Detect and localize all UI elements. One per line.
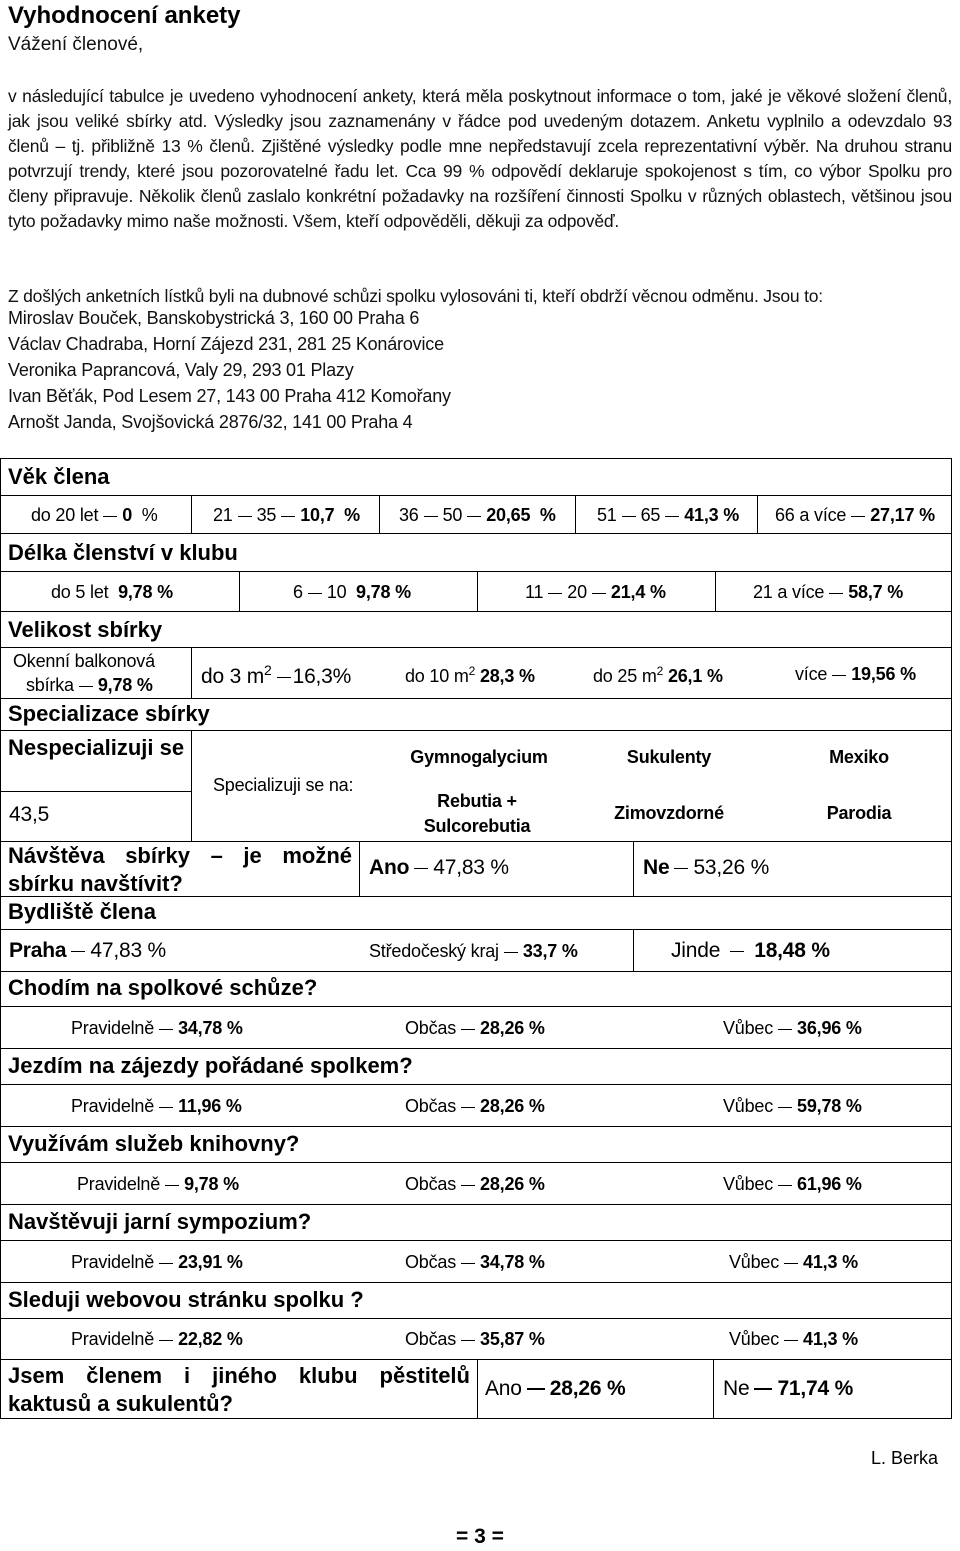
size-heading: Velikost sbírky bbox=[8, 617, 163, 642]
meetings-sometimes: Občas 28,26 % bbox=[405, 1018, 545, 1038]
website-regular: Pravidelně 22,82 % bbox=[71, 1329, 243, 1349]
symposium-regular: Pravidelně 23,91 % bbox=[71, 1252, 243, 1272]
meetings-regular: Pravidelně 34,78 % bbox=[71, 1018, 243, 1038]
website-values-row bbox=[0, 1318, 952, 1360]
window-collection-line1: Okenní balkonová bbox=[13, 651, 155, 671]
membership-item-3: 11 20 21,4 % bbox=[525, 582, 666, 602]
size-item-1: do 3 $m^2$ 16,3% bbox=[201, 662, 352, 688]
membership-heading: Délka členství v klubu bbox=[8, 540, 238, 565]
size-values-row bbox=[0, 647, 952, 699]
symposium-values-row bbox=[0, 1240, 952, 1283]
age-heading-row bbox=[0, 458, 952, 496]
residence-values-row bbox=[0, 929, 952, 972]
membership-item-2: 6 10 9,78 % bbox=[293, 582, 411, 602]
website-sometimes: Občas 35,87 % bbox=[405, 1329, 545, 1349]
size-item-2: do 10 $m^2$ 28,3 % bbox=[405, 664, 535, 686]
trips-heading: Jezdím na zájezdy pořádané spolkem? bbox=[8, 1053, 413, 1078]
size-heading-row bbox=[0, 611, 952, 648]
nonspec-label: Nespecializuji se bbox=[8, 735, 185, 760]
winner-2: Václav Chadraba, Horní Zájezd 231, 281 25 Konárovice bbox=[8, 334, 444, 354]
trips-sometimes: Občas 28,26 % bbox=[405, 1096, 545, 1116]
trips-heading-row bbox=[0, 1048, 952, 1085]
meetings-heading-row bbox=[0, 971, 952, 1007]
library-heading-row bbox=[0, 1126, 952, 1163]
page-title: Vyhodnocení ankety bbox=[8, 2, 241, 29]
signature: L. Berka bbox=[870, 1448, 938, 1468]
age-item-1: do 20 let 0 % bbox=[31, 505, 158, 525]
size-item-4: více 19,56 % bbox=[795, 664, 916, 684]
meetings-heading: Chodím na spolkové schůze? bbox=[8, 975, 318, 1000]
library-values-row bbox=[0, 1162, 952, 1205]
age-item-3: 36 50 20,65 % bbox=[399, 505, 556, 525]
winner-5: Arnošt Janda, Svojšovická 2876/32, 141 00 Praha 4 bbox=[8, 412, 413, 432]
residence-central: Středočeský kraj 33,7 % bbox=[369, 941, 578, 961]
age-heading: Věk člena bbox=[8, 464, 110, 489]
age-item-4: 51 65 41,3 % bbox=[597, 505, 740, 525]
spec-zimovzdorne: Zimovzdorné bbox=[614, 803, 724, 823]
symposium-sometimes: Občas 34,78 % bbox=[405, 1252, 545, 1272]
size-item-3: do 25 $m^2$ 26,1 % bbox=[593, 664, 723, 686]
meetings-values-row bbox=[0, 1006, 952, 1049]
residence-elsewhere: Jinde 18,48 % bbox=[671, 939, 830, 962]
residence-heading-row bbox=[0, 896, 952, 930]
membership-heading-row bbox=[0, 533, 952, 572]
other-club-question: Jsem členem i jiného klubu pěstitelů kaktusů a sukulentů? bbox=[8, 1363, 470, 1416]
other-club-yes: Ano 28,26 % bbox=[485, 1377, 626, 1400]
winner-3: Veronika Paprancová, Valy 29, 293 01 Plazy bbox=[8, 360, 354, 380]
symposium-heading-row bbox=[0, 1204, 952, 1241]
visit-yes: Ano 47,83 % bbox=[369, 856, 509, 879]
trips-values-row bbox=[0, 1084, 952, 1127]
library-regular: Pravidelně 9,78 % bbox=[77, 1174, 239, 1194]
website-heading-row bbox=[0, 1282, 952, 1319]
library-heading: Využívám služeb knihovny? bbox=[8, 1131, 300, 1156]
spec-heading-row bbox=[0, 698, 952, 731]
spec-mexiko: Mexiko bbox=[829, 747, 889, 767]
visit-row bbox=[0, 841, 952, 897]
spec-gymnocalycium: Gymnogalycium bbox=[410, 747, 548, 767]
other-club-no: Ne 71,74 % bbox=[723, 1377, 854, 1400]
intro-paragraph: v následující tabulce je uvedeno vyhodnocení ankety, která měla poskytnout informace o tom, jaké je věkové složení členů, jak jsou veliké sbírky atd. Výsledky jsou zaznamenány v řádce pod uvedeným dotazem. Anketu vyplnilo a odevzdalo 93 členů – tj. přibližně 13 % členů. Zjištěné výsledky podle mne nepředstavují zcela reprezentativní výběr. Na druhou stranu potvrzují trendy, které jsou pozorovatelné řadu let. Cca 99 % odpovědí deklaruje spokojenost s tím, co výbor Spolku pro členy připravuje. Několik členů zaslalo konkrétní požadavky na rozšíření činnosti Spolku v různých oblastech, většinou jsou tyto požadavky mimo naše možnosti. Všem, kteří odpověděli, děkuji za odpověď. bbox=[8, 86, 952, 231]
membership-item-4: 21 a více 58,7 % bbox=[753, 582, 904, 602]
age-values-row bbox=[0, 495, 952, 534]
membership-item-1: do 5 let 9,78 % bbox=[51, 582, 173, 602]
library-sometimes: Občas 28,26 % bbox=[405, 1174, 545, 1194]
symposium-never: Vůbec 41,3 % bbox=[729, 1252, 858, 1272]
meetings-never: Vůbec 36,96 % bbox=[723, 1018, 862, 1038]
spec-values-row bbox=[0, 730, 952, 842]
greeting: Vážení členové, bbox=[8, 34, 144, 55]
spec-label: Specializuji se na: bbox=[213, 775, 354, 795]
window-collection-line2: sbírka 9,78 % bbox=[26, 675, 153, 695]
age-item-2: 21 35 10,7 % bbox=[213, 505, 360, 525]
nonspec-value: 43,5 bbox=[9, 803, 50, 826]
spec-heading: Specializace sbírky bbox=[8, 701, 210, 726]
page-number: = 3 = bbox=[456, 1525, 504, 1548]
age-item-5: 66 a více 27,17 % bbox=[775, 505, 935, 525]
visit-question: Návštěva sbírky – je možné sbírku navštívit? bbox=[8, 843, 352, 896]
residence-prague: Praha 47,83 % bbox=[9, 939, 167, 962]
library-never: Vůbec 61,96 % bbox=[723, 1174, 862, 1194]
visit-no: Ne 53,26 % bbox=[643, 856, 770, 879]
website-heading: Sleduji webovou stránku spolku ? bbox=[8, 1287, 364, 1312]
winner-1: Miroslav Bouček, Banskobystrická 3, 160 00 Praha 6 bbox=[8, 308, 420, 328]
spec-sukulenty: Sukulenty bbox=[626, 747, 712, 767]
other-club-row bbox=[0, 1359, 952, 1419]
trips-regular: Pravidelně 11,96 % bbox=[71, 1096, 242, 1116]
membership-values-row bbox=[0, 571, 952, 612]
residence-heading: Bydliště člena bbox=[8, 899, 156, 924]
spec-rebutia: Rebutia + Sulcorebutia bbox=[423, 791, 531, 836]
website-never: Vůbec 41,3 % bbox=[729, 1329, 858, 1349]
winner-4: Ivan Běťák, Pod Lesem 27, 143 00 Praha 412 Komořany bbox=[8, 386, 451, 406]
draw-intro: Z došlých anketních lístků byli na dubnové schůzi spolku vylosováni ti, kteří obdrží věcnou odměnu. Jsou to: bbox=[8, 286, 823, 306]
trips-never: Vůbec 59,78 % bbox=[723, 1096, 862, 1116]
symposium-heading: Navštěvuji jarní sympozium? bbox=[8, 1209, 312, 1234]
spec-parodia: Parodia bbox=[826, 803, 892, 823]
